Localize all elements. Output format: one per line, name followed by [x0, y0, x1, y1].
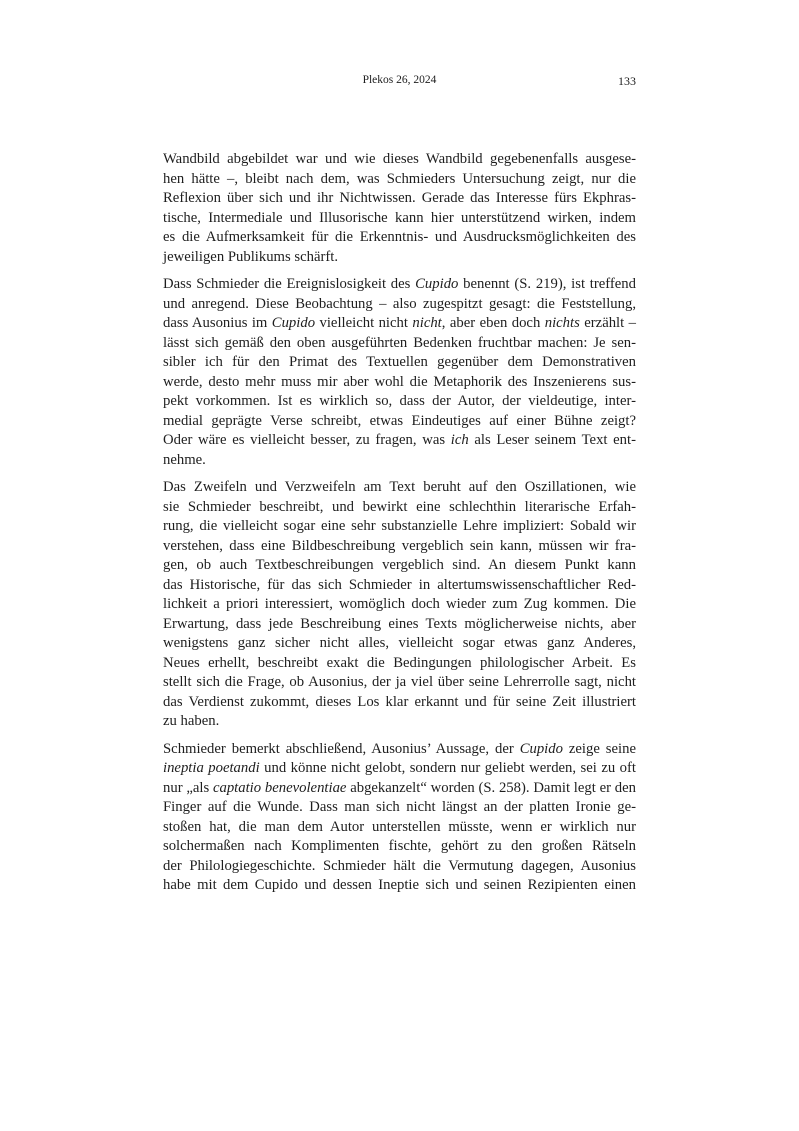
- text-segment: Erwartung, dass jede Beschreibung eines Texts möglicherweise nichts, aber: [163, 615, 636, 632]
- paragraph: [163, 275, 636, 470]
- text-line: [163, 857, 636, 877]
- paragraph: [163, 478, 636, 732]
- text-segment: benennt (S. 219), ist treffend: [458, 276, 636, 292]
- text-segment: solchermaßen nach Komplimenten fischte, gehört zu den großen Rätseln: [163, 838, 636, 854]
- text-segment: nur „als: [163, 779, 213, 796]
- body-text: [163, 150, 636, 904]
- text-line: [163, 798, 636, 818]
- text-segment: es die Aufmerksamkeit für die Erkenntnis- und Ausdrucksmöglichkeiten des: [163, 229, 636, 245]
- text-segment: lichkeit a priori interessiert, womöglich doch wieder zum Zug kommen. Die: [163, 596, 636, 612]
- text-segment: Wandbild abgebildet war und wie dieses Wandbild gegebenenfalls ausgese-: [163, 151, 636, 167]
- text-line: [163, 615, 636, 635]
- text-line: [163, 248, 636, 268]
- text-line: [163, 537, 636, 557]
- text-line: [163, 209, 636, 229]
- text-line: [163, 373, 636, 393]
- italic-text: Cupido: [271, 315, 316, 331]
- journal-title: Plekos 26, 2024: [362, 74, 437, 86]
- paragraph: [163, 740, 636, 896]
- text-line: [163, 576, 636, 596]
- text-segment: lässt sich gemäß den oben ausgeführten Bedenken fruchtbar machen: Je sen-: [163, 334, 636, 351]
- text-segment: hen hätte –, bleibt nach dem, was Schmieders Untersuchung zeigt, nur die: [163, 170, 636, 187]
- text-line: [163, 392, 636, 412]
- text-line: [163, 498, 636, 518]
- text-segment: und anregend. Diese Beobachtung – also zugespitzt gesagt: die Feststellung,: [163, 295, 636, 312]
- page-number: 133: [618, 74, 636, 88]
- text-segment: Finger auf die Wunde. Dass man sich nicht längst an der platten Ironie ge-: [163, 799, 636, 815]
- text-segment: abgekanzelt“ worden (S. 258). Damit legt er den: [346, 779, 636, 796]
- text-segment: gen, ob auch Textbeschreibungen vergeblich sind. An diesem Punkt kann: [163, 557, 636, 573]
- text-segment: stoßen hat, die man dem Autor unterstellen müsste, wenn er wirklich nur: [163, 818, 636, 835]
- text-line: [163, 334, 636, 354]
- text-line: [163, 712, 636, 732]
- text-line: [163, 478, 636, 498]
- running-header: [163, 74, 636, 92]
- text-segment: und könne nicht gelobt, sondern nur geliebt werden, sei zu oft: [259, 760, 636, 776]
- italic-text: ineptia poetandi: [163, 760, 260, 776]
- text-segment: Schmieder bemerkt abschließend, Ausonius’ Aussage, der: [163, 740, 520, 757]
- text-line: [163, 595, 636, 615]
- text-segment: , aber eben doch: [441, 315, 545, 331]
- text-segment: wenigstens ganz sicher nicht alles, vielleicht sogar etwas ganz Anderes,: [163, 635, 636, 651]
- text-segment: Neues erhellt, beschreibt exakt die Bedingungen philologischer Arbeit. Es: [163, 654, 636, 671]
- paragraph: [163, 150, 636, 267]
- italic-text: nicht: [412, 315, 442, 331]
- italic-text: captatio benevolentiae: [212, 779, 347, 796]
- text-line: [163, 431, 636, 451]
- text-segment: Reflexion über sich und ihr Nichtwissen. Gerade das Interesse fürs Ekphras-: [163, 190, 636, 206]
- text-segment: sibler ich für den Primat des Textuellen gegenüber dem Demonstrativen: [163, 354, 636, 370]
- text-line: [163, 412, 636, 432]
- text-segment: habe mit dem Cupido und dessen Ineptie sich und seinen Rezipienten einen: [163, 877, 636, 893]
- text-segment: Oder wäre es vielleicht besser, zu fragen, was: [163, 432, 451, 448]
- text-line: [163, 759, 636, 779]
- text-segment: Das Zweifeln und Verzweifeln am Text beruht auf den Oszillationen, wie: [163, 479, 636, 495]
- text-line: [163, 837, 636, 857]
- italic-text: Cupido: [415, 276, 459, 292]
- italic-text: ich: [450, 432, 469, 448]
- text-segment: werde, desto mehr muss mir aber wohl die Metaphorik des Inszenierens sus-: [163, 373, 636, 390]
- text-line: [163, 451, 636, 471]
- text-line: [163, 693, 636, 713]
- text-segment: das Verdienst zukommt, dieses Los klar erkannt und für seine Zeit illustriert: [163, 693, 636, 710]
- italic-text: nichts: [544, 315, 580, 331]
- text-line: [163, 876, 636, 896]
- text-line: [163, 314, 636, 334]
- text-segment: der Philologiegeschichte. Schmieder hält die Vermutung dagegen, Ausonius: [163, 857, 636, 874]
- italic-text: Cupido: [519, 740, 563, 757]
- text-segment: medial geprägte Verse schreibt, etwas Eindeutiges auf einer Bühne zeigt?: [163, 412, 636, 429]
- text-segment: rung, die vielleicht sogar eine sehr substanzielle Lehre impliziert: Sobald wir: [163, 518, 636, 534]
- text-segment: erzählt –: [579, 315, 636, 331]
- text-line: [163, 740, 636, 760]
- text-line: [163, 634, 636, 654]
- text-line: [163, 654, 636, 674]
- text-line: [163, 818, 636, 838]
- text-line: [163, 779, 636, 799]
- text-line: [163, 189, 636, 209]
- text-line: [163, 150, 636, 170]
- text-segment: nehme.: [163, 451, 206, 468]
- text-segment: verstehen, dass eine Bildbeschreibung vergeblich sein kann, müssen wir fra-: [163, 537, 636, 554]
- text-segment: tische, Intermediale und Illusorische kann hier unterstützend wirken, indem: [163, 209, 636, 226]
- text-segment: Dass Schmieder die Ereignislosigkeit des: [163, 276, 416, 292]
- text-segment: vielleicht nicht: [315, 315, 413, 331]
- text-line: [163, 228, 636, 248]
- text-segment: pekt vorkommen. Ist es wirklich so, dass der Autor, der vieldeutige, inter-: [163, 393, 636, 409]
- text-segment: sie Schmieder beschreibt, und bewirkt eine schlechthin literarische Erfah-: [163, 498, 636, 515]
- text-line: [163, 673, 636, 693]
- text-line: [163, 353, 636, 373]
- text-segment: zu haben.: [163, 713, 220, 729]
- text-segment: stellt sich die Frage, ob Ausonius, der ja viel über seine Lehrerrolle sagt, nicht: [163, 674, 636, 690]
- text-line: [163, 170, 636, 190]
- text-line: [163, 275, 636, 295]
- text-segment: zeige seine: [562, 740, 636, 757]
- text-segment: als Leser seinem Text ent-: [468, 432, 637, 448]
- text-segment: dass Ausonius im: [163, 315, 272, 331]
- text-line: [163, 517, 636, 537]
- text-line: [163, 556, 636, 576]
- text-line: [163, 295, 636, 315]
- text-segment: jeweiligen Publikums schärft.: [163, 248, 338, 265]
- text-segment: das Historische, für das sich Schmieder in altertumswissenschaftlicher Red-: [163, 576, 636, 593]
